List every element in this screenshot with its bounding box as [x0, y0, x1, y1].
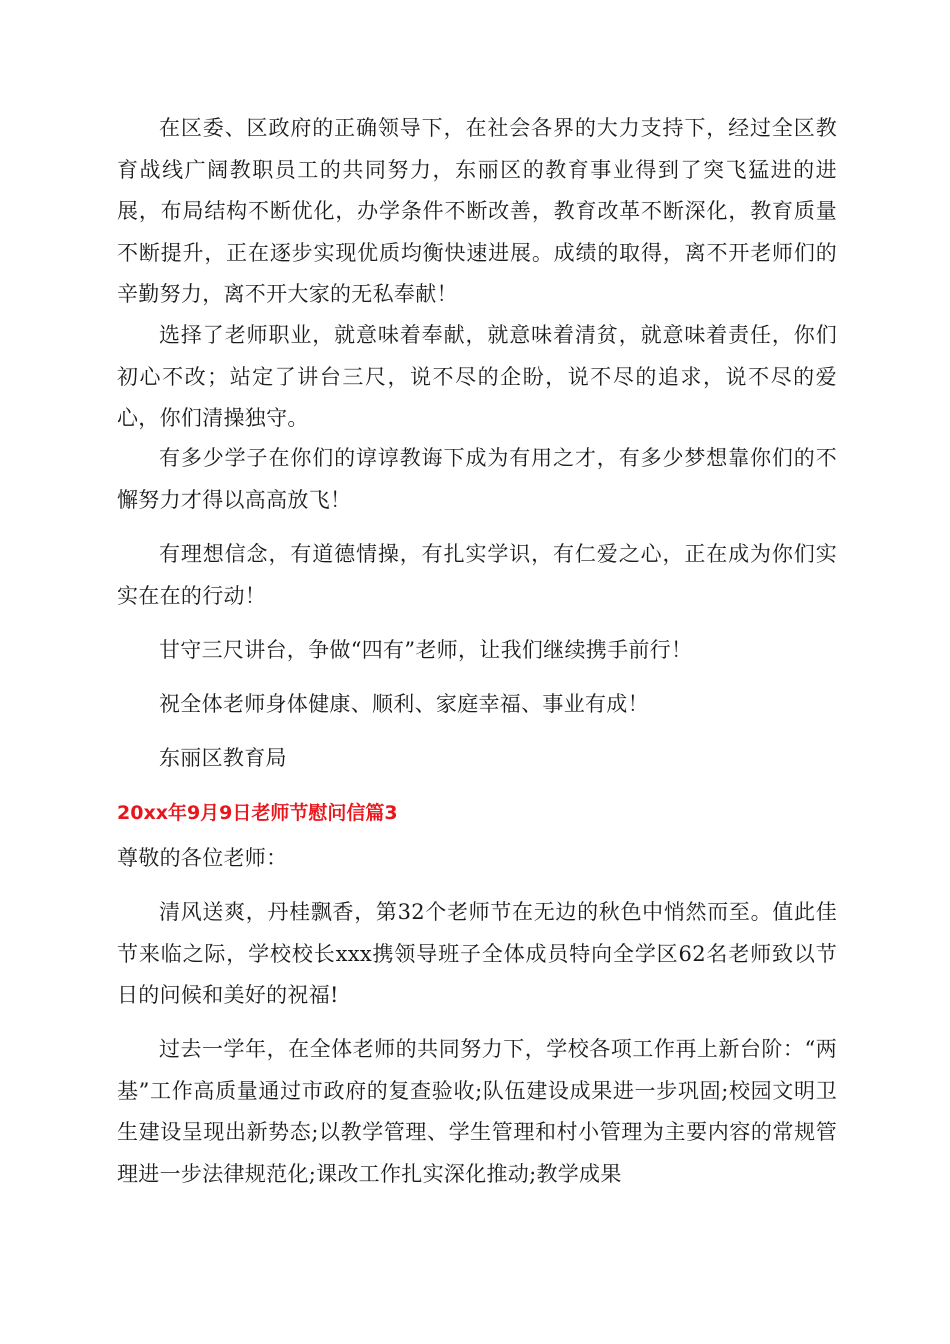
paragraph-3: 有多少学子在你们的谆谆教诲下成为有用之才，有多少梦想靠你们的不懈努力才得以高高放飞！	[117, 446, 837, 512]
paragraph-6: 祝全体老师身体健康、顺利、家庭幸福、事业有成！	[159, 692, 649, 716]
paragraph-4: 有理想信念，有道德情操，有扎实学识，有仁爱之心，正在成为你们实实在在的行动！	[117, 542, 837, 608]
paragraph-2: 选择了老师职业，就意味着奉献，就意味着清贫，就意味着责任，你们初心不改；站定了讲台三尺，说不尽的企盼，说不尽的追求，说不尽的爱心，你们清操独守。	[117, 323, 837, 430]
signature-line: 东丽区教育局	[159, 746, 287, 770]
paragraph-7: 清风送爽，丹桂飘香，第32个老师节在无边的秋色中悄然而至。值此佳节来临之际，学校校长xxx携领导班子全体成员特向全学区62名老师致以节日的问候和美好的祝福!	[117, 900, 837, 1007]
paragraph-8: 过去一学年，在全体老师的共同努力下，学校各项工作再上新台阶：“两基”工作高质量通过市政府的复查验收;队伍建设成果进一步巩固;校园文明卫生建设呈现出新势态;以教学管理、学生管理和村小管理为主要内容的常规管理进一步法律规范化;课改工作扎实深化推动;教学成果	[117, 1037, 837, 1186]
salutation: 尊敬的各位老师：	[117, 846, 288, 870]
paragraph-5: 甘守三尺讲台，争做“四有”老师，让我们继续携手前行！	[159, 638, 693, 662]
paragraph-1: 在区委、区政府的正确领导下，在社会各界的大力支持下，经过全区教育战线广阔教职员工的共同努力，东丽区的教育事业得到了突飞猛进的进展，布局结构不断优化，办学条件不断改善，教育改革不断深化，教育质量不断提升，正在逐步实现优质均衡快速进展。成绩的取得，离不开老师们的辛勤努力，离不开大家的无私奉献！	[117, 116, 837, 306]
section-heading: 20xx年9月9日老师节慰问信篇3	[117, 802, 398, 824]
